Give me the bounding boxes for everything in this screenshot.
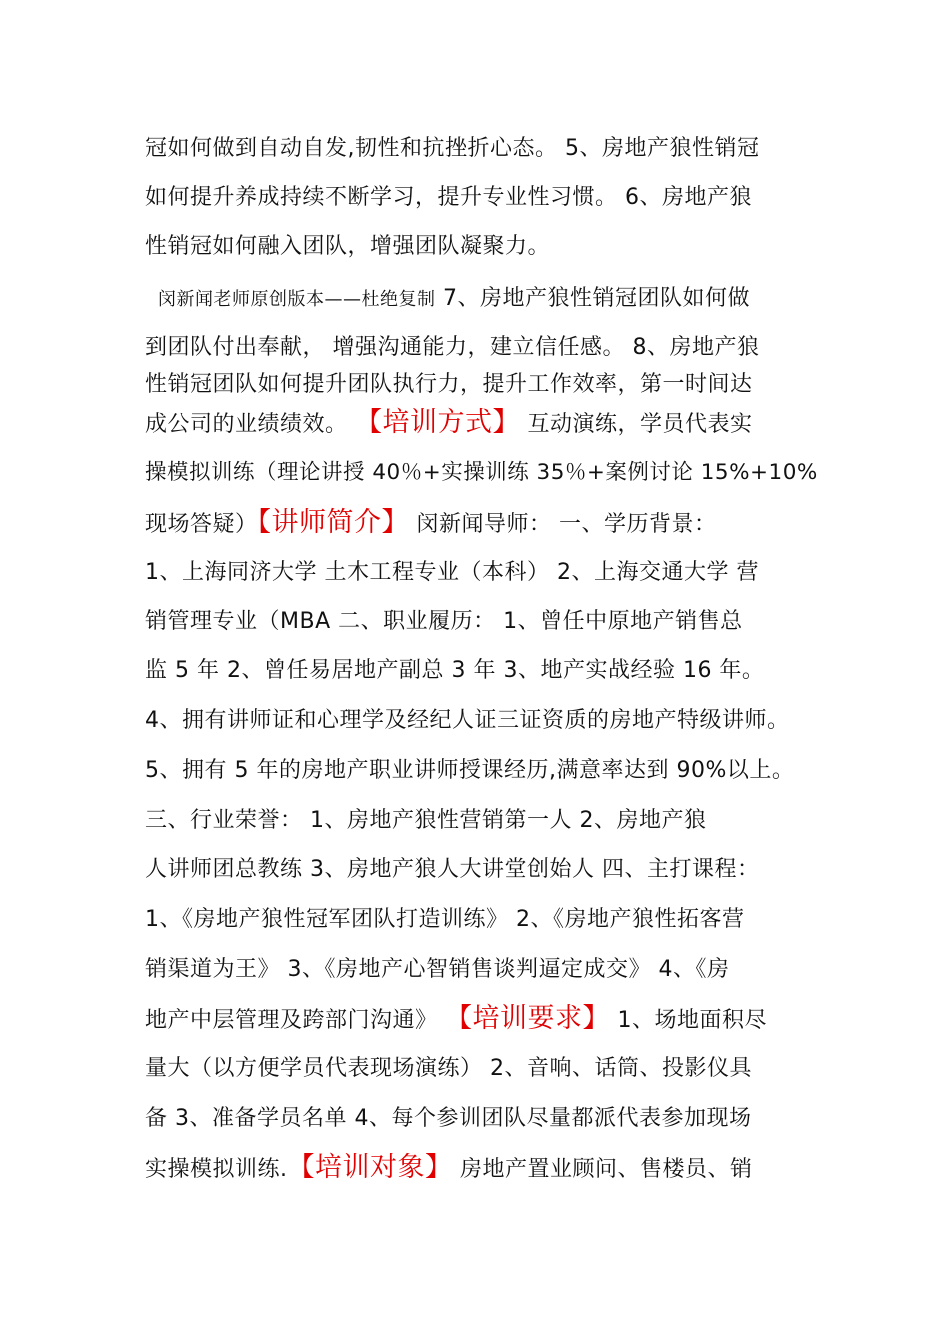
text-span: 1、场地面积尽 (610, 1008, 767, 1033)
text-span: 人讲师团总教练 3、房地产狼人大讲堂创始人 四、主打课程： (145, 857, 760, 882)
text-line (145, 706, 790, 736)
text-line (145, 508, 717, 540)
text-line (145, 607, 743, 637)
text-span: 成公司的业绩绩效。 (145, 412, 355, 437)
text-span: 冠如何做到自动自发,韧性和抗挫折心态。 5、房地产狼性销冠 (145, 136, 760, 161)
text-span: 4、拥有讲师证和心理学及经纪人证三证资质的房地产特级讲师。 (145, 708, 790, 733)
text-line (145, 558, 759, 588)
text-span: 销管理专业（MBA 二、职业履历： 1、曾任中原地产销售总 (145, 609, 743, 634)
text-span: 7、房地产狼性销冠团队如何做 (435, 286, 750, 311)
text-span: 地产中层管理及跨部门沟通》 (145, 1008, 445, 1033)
text-span: 5、拥有 5 年的房地产职业讲师授课经历,满意率达到 90%以上。 (145, 758, 795, 783)
text-line (145, 370, 753, 400)
text-line (145, 806, 706, 836)
text-span: 备 3、准备学员名单 4、每个参训团队尽量都派代表参加现场 (145, 1106, 752, 1131)
text-line (145, 905, 745, 935)
section-heading-training-audience: 【培训对象】 (287, 1152, 453, 1183)
text-line (145, 855, 760, 885)
text-line (145, 756, 794, 786)
text-line (145, 408, 753, 440)
text-span: 1、上海同济大学 土木工程专业（本科） 2、上海交通大学 营 (145, 560, 759, 585)
text-span: 操模拟训练（理论讲授 40％+实操训练 35％+案例讨论 15%+10% (145, 460, 818, 485)
text-line (145, 333, 760, 363)
text-span: 房地产置业顾问、售楼员、销 (452, 1157, 753, 1182)
text-line (145, 134, 760, 164)
text-line (145, 1054, 752, 1084)
text-span: 销渠道为王》 3、《房地产心智销售谈判逼定成交》 4、《房 (145, 957, 730, 982)
copyright-note: 闵新闻老师原创版本——杜绝复制 (158, 289, 436, 310)
text-span: 性销冠团队如何提升团队执行力，提升工作效率，第一时间达 (145, 372, 753, 397)
text-line (145, 1004, 767, 1036)
text-line (145, 656, 764, 686)
text-span: 如何提升养成持续不断学习，提升专业性习惯。 6、房地产狼 (145, 185, 752, 210)
section-heading-training-requirements: 【培训要求】 (445, 1003, 610, 1034)
text-line (145, 458, 818, 488)
text-line (158, 284, 750, 315)
text-span: 到团队付出奉献， 增强沟通能力，建立信任感。 8、房地产狼 (145, 335, 760, 360)
text-span: 互动演练，学员代表实 (520, 412, 753, 437)
text-span: 性销冠如何融入团队，增强团队凝聚力。 (145, 234, 551, 259)
text-span: 量大（以方便学员代表现场演练） 2、音响、话筒、投影仪具 (145, 1056, 752, 1081)
text-line (145, 183, 752, 213)
section-heading-training-method: 【培训方式】 (355, 407, 520, 438)
text-line (145, 955, 729, 985)
text-span: 实操模拟训练. (145, 1157, 288, 1182)
text-line (145, 1153, 753, 1185)
text-span: 三、行业荣誉： 1、房地产狼性营销第一人 2、房地产狼 (145, 808, 707, 833)
text-span: 1、《房地产狼性冠军团队打造训练》 2、《房地产狼性拓客营 (145, 907, 745, 932)
text-span: 现场答疑） (145, 512, 258, 537)
section-heading-lecturer-intro: 【讲师简介】 (257, 507, 410, 538)
text-span: 闵新闻导师： 一、学历背景： (409, 512, 717, 537)
text-span: 监 5 年 2、曾任易居地产副总 3 年 3、地产实战经验 16 年。 (145, 658, 765, 683)
text-line (145, 1104, 751, 1134)
text-line (145, 232, 550, 262)
